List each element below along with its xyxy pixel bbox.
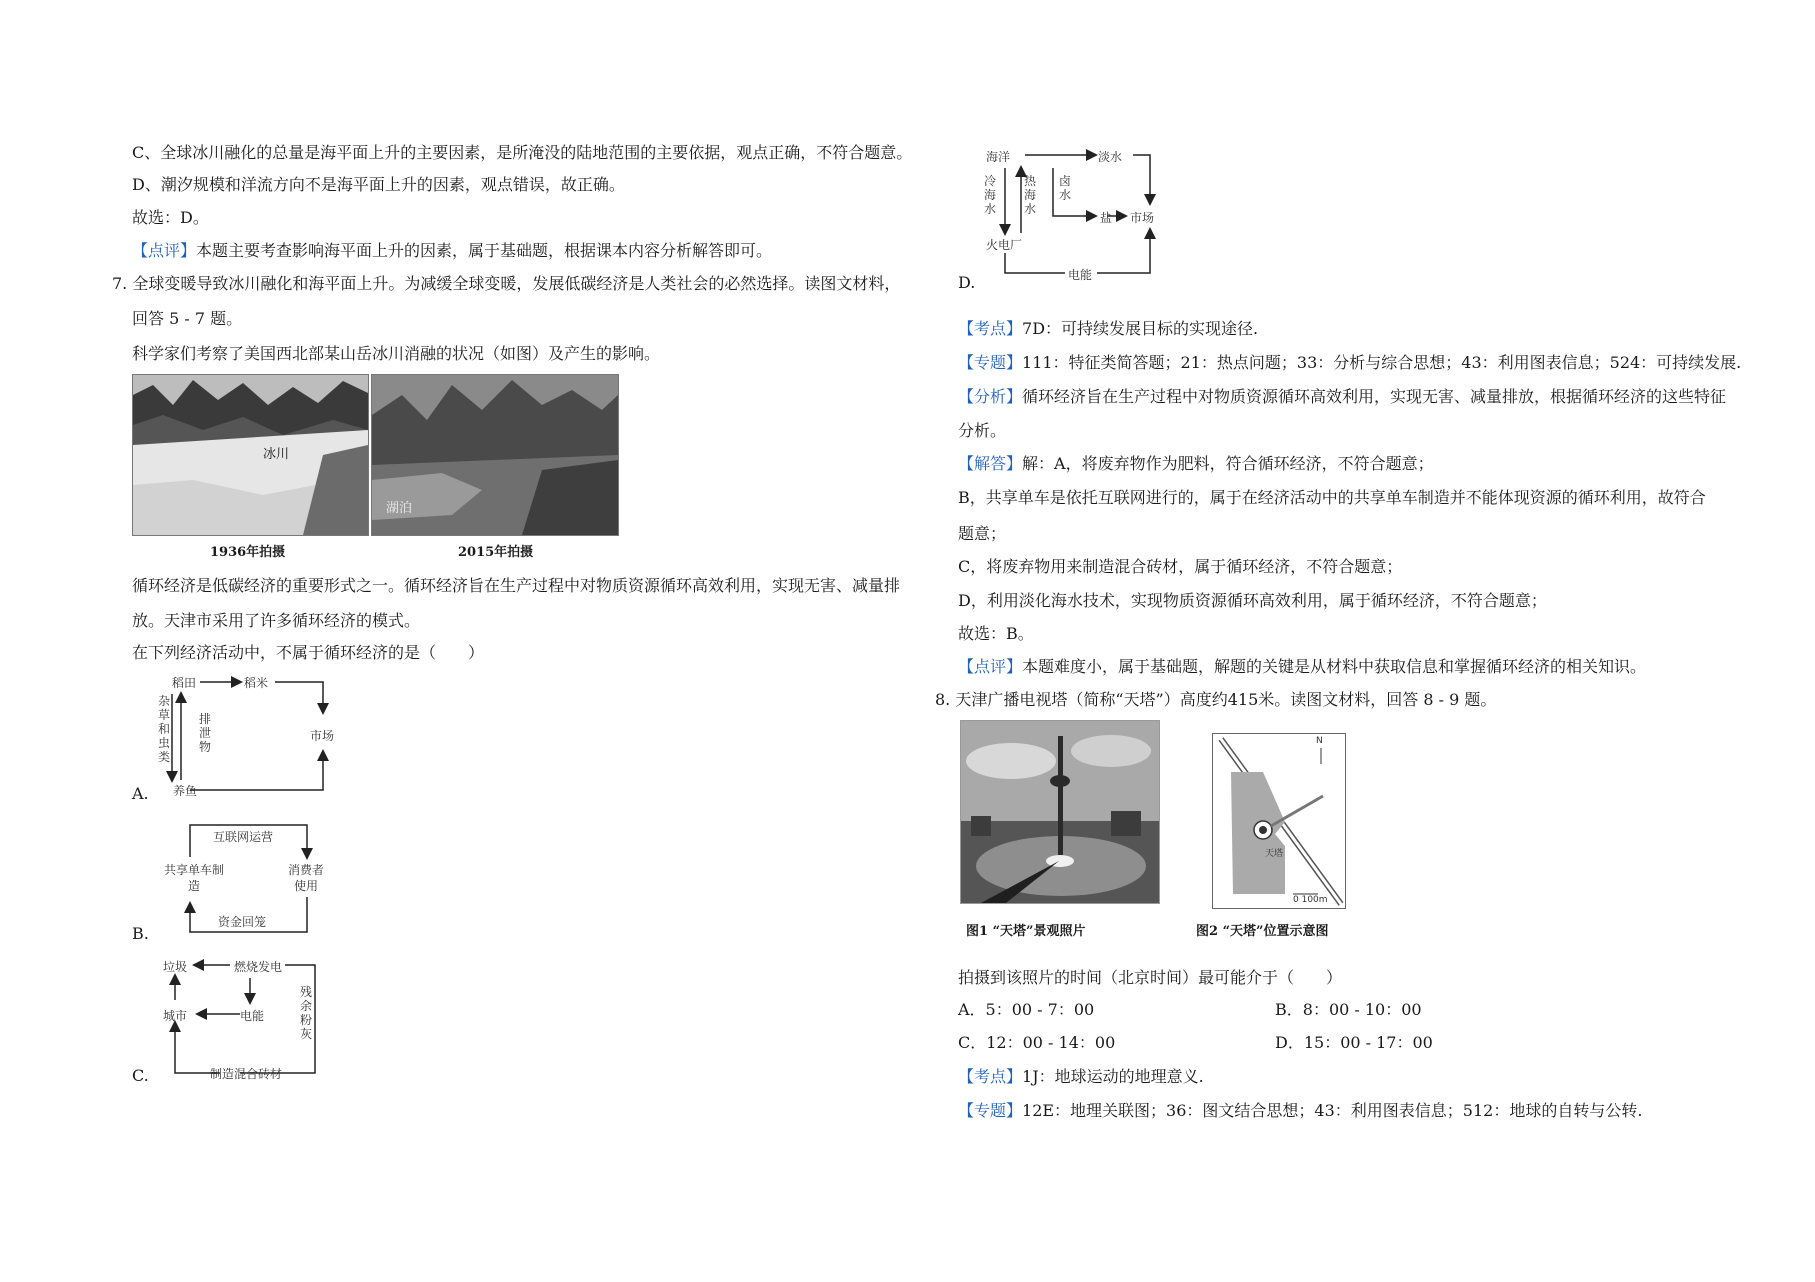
kaodian2-line (958, 1066, 1204, 1088)
tower-location-map (1212, 733, 1346, 909)
jieda-d-line: D，利用淡化海水技术，实现物质资源循环高效利用，属于循环经济，不符合题意； (958, 591, 1547, 610)
jieda-tag: 【解答】 (958, 454, 1023, 473)
option-a-letter: A. (132, 784, 149, 803)
fenxi-line2: 分析。 (958, 421, 1007, 440)
question-8-stem: 拍摄到该照片的时间（北京时间）最可能介于（ ） (958, 968, 1343, 987)
question-7-stem: 在下列经济活动中，不属于循环经济的是（ ） (132, 643, 485, 662)
para-line2: 放。天津市采用了许多循环经济的模式。 (132, 611, 421, 630)
glacier-label: 冰川 (263, 447, 290, 462)
jieda-b-line2: 题意； (958, 524, 1007, 543)
jieda-b-line1: B，共享单车是依托互联网进行的，属于在经济活动中的共享单车制造并不能体现资源的循环利用，故符合 (958, 488, 1706, 507)
kaodian2-tag: 【考点】 (958, 1067, 1023, 1086)
answer-line-c: C、全球冰川融化的总量是海平面上升的主要因素，是所淹没的陆地范围的主要依据，观点正确，不符合题意。 (132, 143, 913, 162)
zhuanti2-line (958, 1100, 1642, 1122)
fig2-caption: 图2 “天塔”位置示意图 (1196, 924, 1329, 939)
scale-label: 0 100m (1293, 895, 1328, 905)
opt-b-funds: 资金回笼 (218, 915, 267, 929)
opt-c-electricity: 电能 (240, 1009, 265, 1023)
choice-a: A．5：00 - 7：00 (958, 1000, 1095, 1019)
opt-a-rice: 稻米 (244, 676, 269, 690)
answer-line-d: D、潮汐规模和洋流方向不是海平面上升的因素，观点错误，故正确。 (132, 175, 625, 194)
opt-d-cold-water: 冷海水 (983, 174, 996, 216)
opt-c-city: 城市 (163, 1009, 188, 1023)
comment-text: 本题主要考查影响海平面上升的因素，属于基础题，根据课本内容分析解答即可。 (196, 241, 773, 260)
jieda-line (958, 453, 1434, 475)
opt-d-fresh-water: 淡水 (1098, 150, 1123, 164)
photo1-caption: 1936年拍摄 (210, 545, 286, 560)
opt-c-brick: 制造混合砖材 (210, 1067, 283, 1081)
fenxi-tag: 【分析】 (958, 387, 1023, 406)
opt-d-hot-water: 热海水 (1023, 174, 1036, 216)
question-8: 8. 天津广播电视塔（简称“天塔”）高度约415米。读图文材料，回答 8 - 9 题。 (935, 690, 1497, 709)
choice-b: B．8：00 - 10：00 (1275, 1000, 1422, 1019)
opt-c-power-gen: 燃烧发电 (234, 960, 283, 974)
lake-photo-2015 (371, 374, 619, 536)
zhuanti-line (958, 352, 1741, 374)
option-d-letter: D. (958, 273, 976, 292)
answer-choice: 故选：D。 (132, 208, 209, 227)
opt-b-consumer: 消费者使用 (287, 863, 324, 893)
question-7-line1: 7. 全球变暖导致冰川融化和海平面上升。为减缓全球变暖，发展低碳经济是人类社会的必然选择。读图文材料， (112, 274, 901, 293)
choice-d: D．15：00 - 17：00 (1275, 1033, 1433, 1052)
comment-tag-2: 【点评】 (958, 657, 1023, 676)
opt-d-ocean: 海洋 (986, 150, 1011, 164)
kaodian-line (958, 318, 1258, 340)
photo2-caption: 2015年拍摄 (458, 545, 534, 560)
jieda-text: 解：A，将废弃物作为肥料，符合循环经济，不符合题意； (1022, 454, 1434, 473)
jieda-c-line: C，将废弃物用来制造混合砖材，属于循环经济，不符合题意； (958, 557, 1403, 576)
zhuanti2-tag: 【专题】 (958, 1101, 1023, 1120)
opt-b-internet: 互联网运营 (213, 830, 274, 844)
opt-d-market: 市场 (1130, 211, 1155, 225)
comment-text-2: 本题难度小，属于基础题，解题的关键是从材料中获取信息和掌握循环经济的相关知识。 (1022, 657, 1647, 676)
opt-d-plant: 火电厂 (986, 238, 1023, 252)
opt-a-weeds: 杂草和虫类 (157, 694, 170, 764)
tower-photo (960, 720, 1160, 904)
fig1-caption: 图1 “天塔”景观照片 (966, 924, 1086, 939)
north-label: N (1316, 736, 1323, 746)
question-7-line3: 科学家们考察了美国西北部某山岳冰川消融的状况（如图）及产生的影响。 (132, 344, 661, 363)
tower-map-label: 天塔 (1265, 849, 1284, 859)
comment-line-2 (958, 656, 1646, 678)
kaodian2-text: 1J：地球运动的地理意义. (1022, 1067, 1204, 1086)
question-7-line2: 回答 5 - 7 题。 (132, 309, 243, 328)
opt-a-rice-field: 稻田 (172, 676, 197, 690)
choice-c: C．12：00 - 14：00 (958, 1033, 1116, 1052)
lake-label: 湖泊 (386, 501, 413, 516)
opt-a-market: 市场 (310, 729, 335, 743)
opt-a-fish: 养鱼 (173, 784, 198, 798)
opt-d-brine: 卤水 (1058, 174, 1071, 202)
opt-d-electricity: 电能 (1068, 268, 1093, 282)
zhuanti2-text: 12E：地理关联图；36：图文结合思想；43：利用图表信息；512：地球的自转与公转. (1022, 1101, 1643, 1120)
zhuanti-tag: 【专题】 (958, 353, 1023, 372)
para-line1: 循环经济是低碳经济的重要形式之一。循环经济旨在生产过程中对物质资源循环高效利用，实现无害、减量排 (132, 576, 901, 595)
comment-tag: 【点评】 (132, 241, 197, 260)
kaodian-tag: 【考点】 (958, 319, 1023, 338)
opt-c-ash: 残余粉灰 (299, 985, 312, 1041)
comment-line (132, 240, 772, 262)
fenxi-line1 (958, 386, 1726, 408)
answer-b: 故选：B。 (958, 624, 1034, 643)
option-b-letter: B. (132, 924, 149, 943)
fenxi-text1: 循环经济旨在生产过程中对物质资源循环高效利用，实现无害、减量排放，根据循环经济的这些特征 (1022, 387, 1727, 406)
opt-c-garbage: 垃圾 (163, 960, 188, 974)
opt-b-bike: 共享单车制造 (163, 863, 224, 893)
zhuanti-text: 111：特征类简答题；21：热点问题；33：分析与综合思想；43：利用图表信息；524：可持续发展. (1022, 353, 1742, 372)
opt-a-waste: 排泄物 (198, 712, 211, 754)
opt-d-salt: 盐 (1100, 211, 1113, 225)
kaodian-text: 7D：可持续发展目标的实现途径. (1022, 319, 1259, 338)
option-c-letter: C. (132, 1066, 149, 1085)
glacier-photo-1936 (132, 374, 369, 536)
